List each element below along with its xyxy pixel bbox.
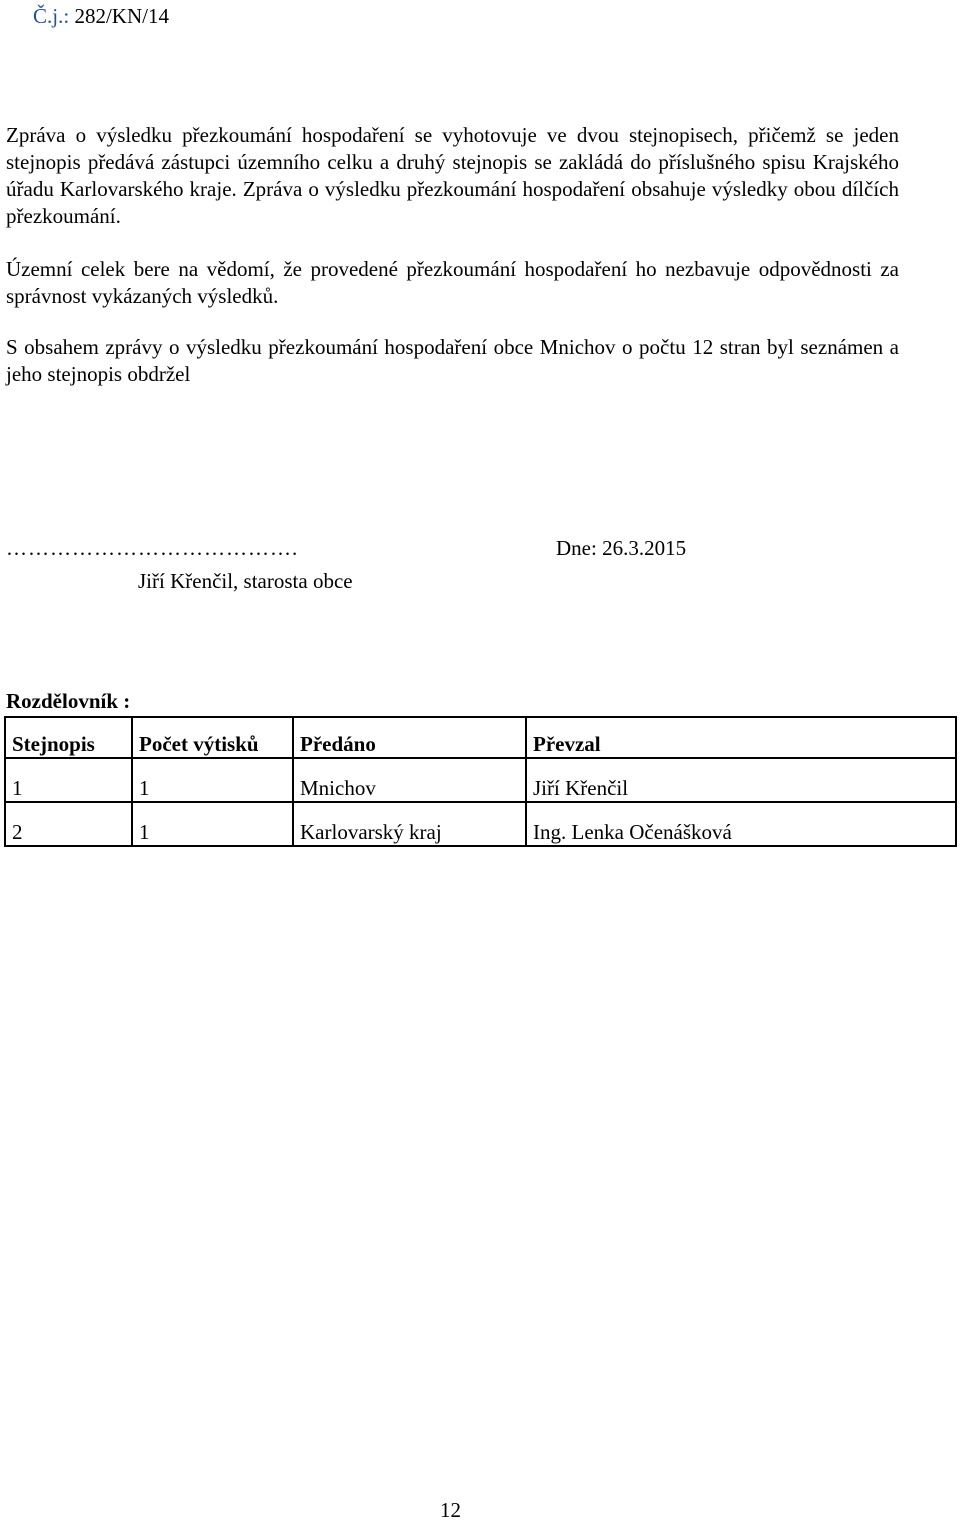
column-header-count: Počet výtisků <box>132 717 293 758</box>
reference-label: Č.j.: <box>33 4 70 28</box>
table-row <box>5 758 956 802</box>
table-cell: 2 <box>5 802 132 846</box>
table-cell: 1 <box>132 802 293 846</box>
signer-name: Jiří Křenčil, starosta obce <box>138 569 353 593</box>
reference-value: 282/KN/14 <box>74 4 169 28</box>
signature-line: …………………………………. <box>6 536 299 560</box>
table-cell: Ing. Lenka Očenášková <box>526 802 956 846</box>
paragraph-receipt: S obsahem zprávy o výsledku přezkoumání hospodaření obce Mnichov o počtu 12 stran byl seznámen a jeho stejnopis obdržel <box>6 335 899 386</box>
column-header-copy: Stejnopis <box>5 717 132 758</box>
table-row <box>5 802 956 846</box>
paragraph-acknowledgement: Územní celek bere na vědomí, že provedené přezkoumání hospodaření ho nezbavuje odpovědnosti za správnost vykázaných výsledků. <box>6 257 899 308</box>
table-cell: Jiří Křenčil <box>526 758 956 802</box>
paragraph-report-copies: Zpráva o výsledku přezkoumání hospodaření se vyhotovuje ve dvou stejnopisech, přičemž se jeden stejnopis předává zástupci územního celku a druhý stejnopis se zakládá do příslušného spisu Krajského úřadu Karlovarského kraje. Zpráva o výsledku přezkoumání hospodaření obsahuje výsledky obou dílčích přezkoumání. <box>6 123 899 228</box>
reference-number <box>33 4 169 29</box>
distribution-title: Rozdělovník : <box>6 689 131 713</box>
column-header-received-by: Převzal <box>526 717 956 758</box>
column-header-handed-over: Předáno <box>293 717 526 758</box>
table-cell: Mnichov <box>293 758 526 802</box>
page-number: 12 <box>440 1498 461 1522</box>
distribution-table <box>4 716 957 847</box>
table-cell: 1 <box>132 758 293 802</box>
table-cell: Karlovarský kraj <box>293 802 526 846</box>
table-cell: 1 <box>5 758 132 802</box>
signature-date: Dne: 26.3.2015 <box>556 536 687 560</box>
table-header-row <box>5 717 956 758</box>
